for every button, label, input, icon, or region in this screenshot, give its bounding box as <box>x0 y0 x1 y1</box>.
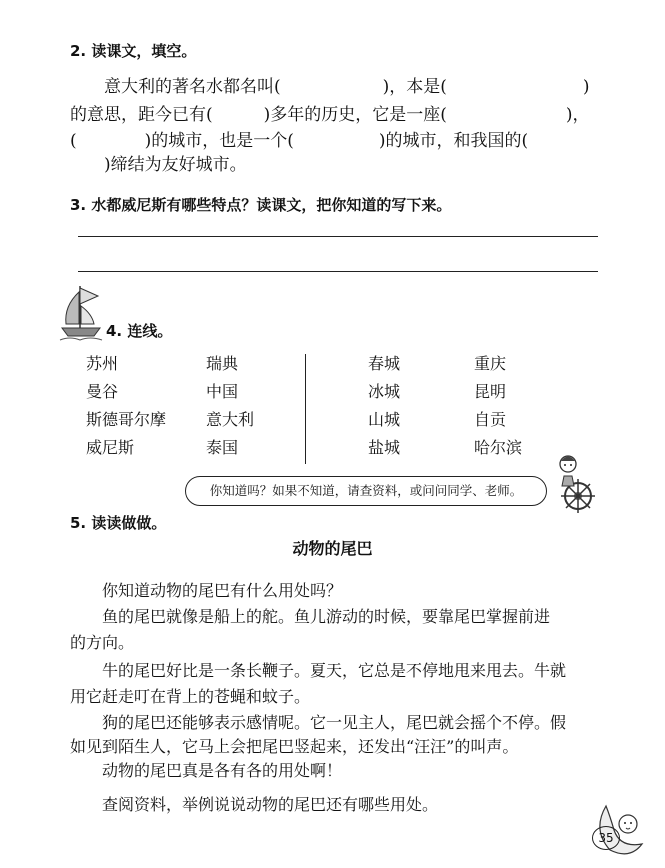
story-line: 动物的尾巴真是各有各的用处啊！ <box>70 761 343 780</box>
tip-bubble: 你知道吗？如果不知道，请查资料，或问问同学、老师。 <box>185 476 547 506</box>
match-item[interactable]: 意大利 <box>206 410 255 429</box>
match-item[interactable]: 泰国 <box>206 438 239 457</box>
match-item[interactable]: 自贡 <box>474 410 507 429</box>
answer-line-1 <box>78 236 598 237</box>
sailboat-icon <box>58 282 104 342</box>
match-item[interactable]: 山城 <box>368 410 401 429</box>
q4-column-cities <box>86 350 166 462</box>
match-item[interactable]: 春城 <box>368 354 401 373</box>
match-item[interactable]: 昆明 <box>474 382 507 401</box>
match-item[interactable]: 冰城 <box>368 382 401 401</box>
q2-line-2: 的意思，距今已有( )多年的历史，它是一座( )， <box>70 105 590 125</box>
story-line: 狗的尾巴还能够表示感情呢。它一见主人，尾巴就会摇个不停。假 <box>70 713 567 732</box>
q4-title: 4. 连线。 <box>106 322 173 340</box>
q4-column-nicknames <box>368 350 400 462</box>
match-item[interactable]: 哈尔滨 <box>474 438 523 457</box>
story-line: 查阅资料，举例说说动物的尾巴还有哪些用处。 <box>70 795 439 814</box>
match-item[interactable]: 瑞典 <box>206 354 239 373</box>
q3-title: 3. 水都威尼斯有哪些特点？读课文，把你知道的写下来。 <box>70 196 452 214</box>
story-line: 如见到陌生人，它马上会把尾巴竖起来，还发出“汪汪”的叫声。 <box>70 737 519 756</box>
match-item[interactable]: 苏州 <box>86 354 119 373</box>
column-divider <box>305 354 306 464</box>
story-line: 的方向。 <box>70 633 135 652</box>
q4-column-chinese-cities <box>474 350 522 462</box>
match-item[interactable]: 曼谷 <box>86 382 119 401</box>
story-line: 用它赶走叮在背上的苍蝇和蚊子。 <box>70 687 311 706</box>
match-item[interactable]: 盐城 <box>368 438 401 457</box>
story-line: 牛的尾巴好比是一条长鞭子。夏天，它总是不停地甩来甩去。牛就 <box>70 661 567 680</box>
match-item[interactable]: 重庆 <box>474 354 507 373</box>
boy-on-wheel-icon <box>548 452 606 514</box>
q5-title: 5. 读读做做。 <box>70 514 167 532</box>
q2-line-4: )缔结为友好城市。 <box>70 155 247 175</box>
q4-column-countries <box>206 350 254 462</box>
match-item[interactable]: 斯德哥尔摩 <box>86 410 167 429</box>
match-item[interactable]: 中国 <box>206 382 239 401</box>
q2-line-1: 意大利的著名水都名叫( )，本是( ) <box>70 77 590 97</box>
q2-title: 2. 读课文，填空。 <box>70 42 197 60</box>
match-item[interactable]: 威尼斯 <box>86 438 135 457</box>
story-line: 鱼的尾巴就像是船上的舵。鱼儿游动的时候，要靠尾巴掌握前进 <box>70 607 551 626</box>
q2-line-3: ( )的城市，也是一个( )的城市，和我国的( <box>70 131 580 151</box>
story-line: 你知道动物的尾巴有什么用处吗？ <box>70 581 343 600</box>
page-number: 35 <box>592 826 620 850</box>
story-title: 动物的尾巴 <box>292 539 373 558</box>
answer-line-2 <box>78 271 598 272</box>
